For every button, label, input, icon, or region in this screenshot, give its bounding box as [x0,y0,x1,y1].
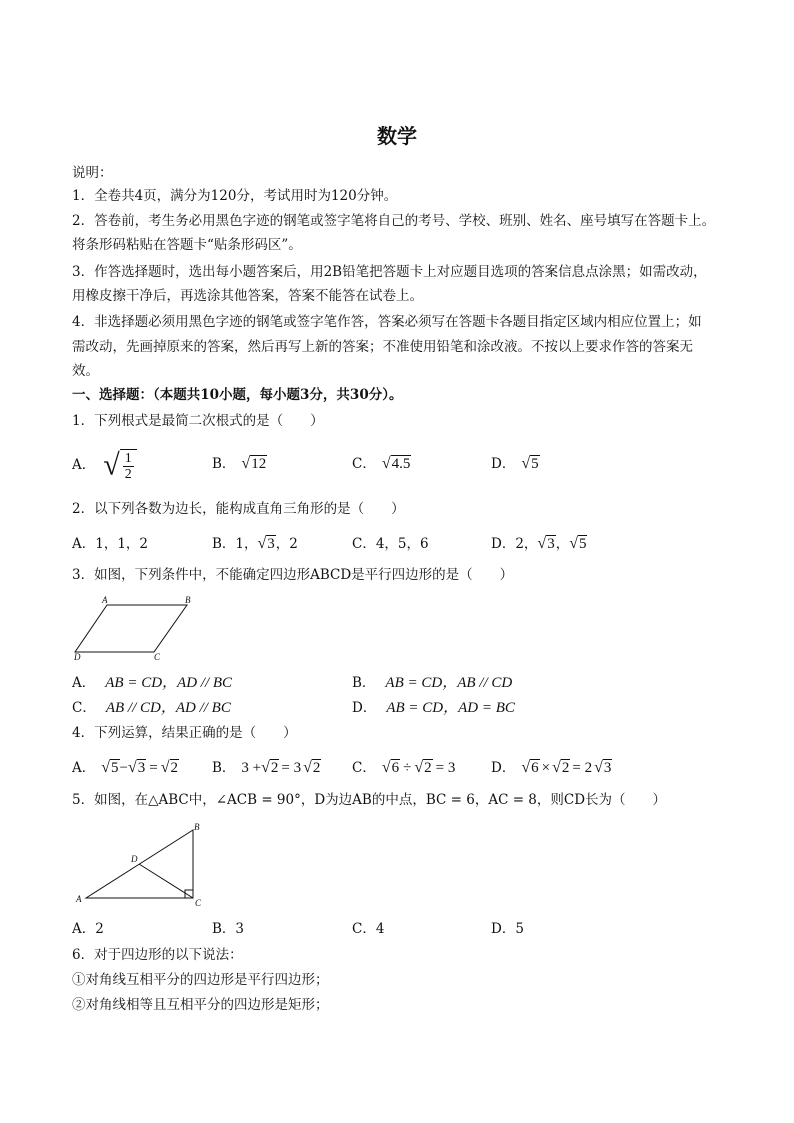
sqrt-frac: √ $\frac{1}{2}$ [103,449,136,482]
q4-option-a: A． √5−√3 = √2 [72,759,179,776]
q6-item-1: ①对角线互相平分的四边形是平行四边形； [72,972,329,988]
q1-b-radicand: 12 [251,456,267,472]
q5-option-d: D．5 [491,921,524,937]
fig-label-a: A [76,894,82,904]
q4-option-c: C． √6 ÷ √2 = 3 [352,759,456,776]
q1-a-denominator: 2 [124,466,132,482]
intro-label: 说明： [72,165,113,181]
q1-a-label: A． [72,457,96,473]
q2-option-d: D．2，√3，√5 [491,535,587,552]
fig-label-b: B [185,595,191,605]
q2-option-c: C．4，5，6 [352,536,429,552]
fig-label-c: C [195,898,202,908]
parallelogram-figure [72,596,202,662]
q1-c-radicand: 4.5 [391,456,411,472]
fig-label-b: B [194,822,200,832]
q1-option-a [72,446,137,484]
note-line-2: 2．答卷前，考生务必用黑色字迹的钢笔或签字笔将自己的考号、学校、班别、姓名、座号填写在答题卡上。 [72,213,716,229]
note-line-6: 4．非选择题必须用黑色字迹的钢笔或签字笔作答，答案必须写在答题卡各题目指定区域内相应位置上；如 [72,314,702,330]
note-line-1: 1．全卷共4页，满分为120分，考试用时为120分钟。 [72,188,398,204]
q4-stem: 4．下列运算，结果正确的是（ ） [72,725,297,741]
q4-option-b: B． 3 +√2 = 3 √2 [212,759,321,776]
q6-stem: 6．对于四边形的以下说法： [72,947,243,963]
q5-option-b: B．3 [212,921,245,937]
q1-option-c: C． √4.5 [352,455,411,472]
q2-stem: 2．以下列各数为边长，能构成直角三角形的是（ ） [72,501,405,517]
q1-option-b: B． √12 [212,455,267,472]
q3-option-b: B． AB = CD，AB // CD [352,675,513,691]
q3-stem: 3．如图，下列条件中，不能确定四边形ABCD是平行四边形的是（ ） [72,567,514,583]
q3-option-d: D． AB = CD，AD = BC [352,700,515,716]
fig-label-d: D [131,854,138,864]
note-line-5: 用橡皮擦干净后，再选涂其他答案，答案不能答在试卷上。 [72,288,423,304]
q2-option-b: B．1，√3，2 [212,535,298,552]
note-line-3: 将条形码粘贴在答题卡“贴条形码区”。 [72,237,302,253]
q4-option-d: D． √6 × √2 = 2 √3 [491,759,612,776]
fig-label-a: A [102,595,108,605]
q2-option-a: A．1，1，2 [72,536,149,552]
q5-option-c: C．4 [352,921,385,937]
section-heading: 一、选择题：（本题共10小题，每小题3分，共30分）。 [72,387,403,403]
q1-stem: 1．下列根式是最简二次根式的是（ ） [72,413,324,429]
note-line-8: 效。 [72,363,99,379]
note-line-7: 需改动，先画掉原来的答案，然后再写上新的答案；不准使用铅笔和涂改液。不按以上要求作答的答案无 [72,339,693,355]
q1-d-radicand: 5 [531,456,539,472]
q3-option-a: A． AB = CD，AD // BC [72,675,233,691]
q5-stem: 5．如图，在△ABC中，∠ACB = 90°，D为边AB的中点，BC = 6，AC = 8，则CD长为（ ） [72,792,667,808]
page-title: 数学 [377,124,417,148]
q1-option-d: D． √5 [491,455,539,472]
triangle-figure [72,820,212,912]
q3-option-c: C． AB // CD，AD // BC [72,700,231,716]
note-line-4: 3．作答选择题时，选出每小题答案后，用2B铅笔把答题卡上对应题目选项的答案信息点涂黑；如需改动， [72,264,707,280]
q1-a-numerator: 1 [124,450,132,466]
fig-label-d: D [74,652,81,662]
fig-label-c: C [154,652,161,662]
q5-option-a: A．2 [72,921,104,937]
q6-item-2: ②对角线相等且互相平分的四边形是矩形； [72,997,329,1013]
